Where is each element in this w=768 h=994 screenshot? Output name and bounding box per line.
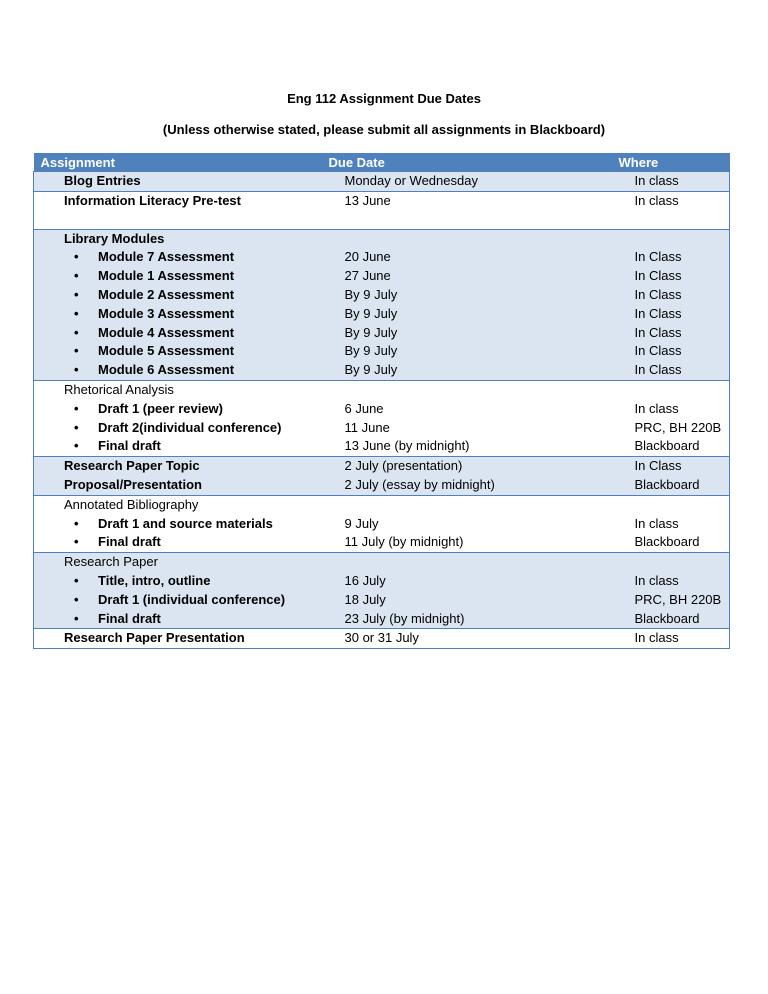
where-cell: In Class <box>614 457 730 476</box>
assignment-cell: Module 4 Assessment <box>98 324 235 340</box>
table-row <box>34 380 730 399</box>
assignment-cell: Module 7 Assessment <box>98 249 235 265</box>
table-row <box>34 400 730 419</box>
due-date-cell: 16 July <box>324 572 614 591</box>
row-group-annotated <box>34 495 730 552</box>
where-cell: In Class <box>614 305 730 324</box>
assignment-cell: Title, intro, outline <box>98 572 211 588</box>
bullet: • <box>74 400 79 416</box>
due-date-cell: By 9 July <box>324 342 614 361</box>
table-row <box>34 229 730 248</box>
row-group-presentation <box>34 629 730 649</box>
bullet: • <box>74 324 79 340</box>
due-date-cell: 18 July <box>324 591 614 610</box>
due-date-cell: By 9 July <box>324 361 614 380</box>
assignment-cell: Research Paper Topic <box>34 457 324 476</box>
due-date-cell: By 9 July <box>324 305 614 324</box>
assignment-cell: Information Literacy Pre-test <box>64 192 241 208</box>
where-cell: In Class <box>614 342 730 361</box>
where-cell: In Class <box>614 248 730 267</box>
row-group-library <box>34 229 730 380</box>
where-cell: In Class <box>614 361 730 380</box>
assignment-cell: Proposal/Presentation <box>34 476 324 495</box>
bullet: • <box>74 343 79 359</box>
spacer-row <box>34 211 730 230</box>
due-date-cell: 2 July (presentation) <box>324 457 614 476</box>
table-row <box>34 342 730 361</box>
row-group-paper <box>34 553 730 629</box>
assignment-cell: Library Modules <box>34 229 324 248</box>
table-row <box>34 629 730 649</box>
due-date-cell: 23 July (by midnight) <box>324 610 614 629</box>
bullet: • <box>74 419 79 435</box>
where-cell: Blackboard <box>634 438 700 454</box>
assignment-cell: Rhetorical Analysis <box>64 381 174 397</box>
table-row <box>34 437 730 456</box>
header-assignment: Assignment <box>34 153 324 172</box>
assignment-cell: Draft 1 (individual conference) <box>98 591 286 607</box>
where-cell: Blackboard <box>614 476 730 495</box>
assignment-cell: Module 1 Assessment <box>98 268 235 284</box>
table-row <box>34 553 730 572</box>
where-cell: In class <box>614 572 730 591</box>
bullet: • <box>74 534 79 550</box>
bullet: • <box>74 591 79 607</box>
due-date-cell: 11 July (by midnight) <box>344 534 464 550</box>
table-row <box>34 476 730 495</box>
due-date-cell: 30 or 31 July <box>344 630 419 646</box>
assignment-cell: Final draft <box>98 438 161 454</box>
where-cell: Blackboard <box>634 534 700 550</box>
where-cell: In Class <box>614 324 730 343</box>
assignment-cell: Module 2 Assessment <box>98 286 235 302</box>
bullet: • <box>74 305 79 321</box>
assignment-cell: Final draft <box>98 534 161 550</box>
bullet: • <box>74 572 79 588</box>
due-date-cell: Monday or Wednesday <box>324 172 614 192</box>
bullet: • <box>74 362 79 378</box>
due-date-cell: By 9 July <box>324 286 614 305</box>
table-row <box>34 533 730 552</box>
due-date-cell: 11 June <box>344 419 390 435</box>
due-dates-table <box>33 153 730 649</box>
bullet: • <box>74 249 79 265</box>
due-date-cell: 2 July (essay by midnight) <box>324 476 614 495</box>
where-cell: PRC, BH 220B <box>634 419 722 435</box>
assignment-cell: Draft 1 and source materials <box>98 515 273 531</box>
row-group-rhetorical <box>34 380 730 456</box>
table-row <box>34 267 730 286</box>
assignment-cell: Draft 1 (peer review) <box>98 400 223 416</box>
assignment-cell: Draft 2(individual conference) <box>98 419 282 435</box>
header-where: Where <box>614 153 730 172</box>
due-date-cell: 13 June <box>344 192 391 208</box>
assignment-cell: Module 5 Assessment <box>98 343 235 359</box>
bullet: • <box>74 515 79 531</box>
row-group-blog <box>34 172 730 192</box>
row-group-topic <box>34 457 730 496</box>
document-subtitle: (Unless otherwise stated, please submit all assignments in Blackboard) <box>162 122 606 137</box>
row-group-pretest <box>34 191 730 229</box>
where-cell: In class <box>634 192 679 208</box>
where-cell: In Class <box>614 286 730 305</box>
table-row <box>34 515 730 534</box>
due-date-cell: By 9 July <box>324 324 614 343</box>
where-cell: In class <box>634 630 679 646</box>
due-date-cell: 20 June <box>324 248 614 267</box>
table-row <box>34 172 730 192</box>
where-cell: Blackboard <box>614 610 730 629</box>
assignment-cell: Research Paper Presentation <box>64 630 245 646</box>
table-row <box>34 610 730 629</box>
table-row <box>34 591 730 610</box>
due-date-cell: 6 June <box>344 400 384 416</box>
bullet: • <box>74 286 79 302</box>
assignment-cell: Research Paper <box>34 553 324 572</box>
table-row <box>34 305 730 324</box>
table-row <box>34 286 730 305</box>
due-date-cell: 27 June <box>324 267 614 286</box>
where-cell: In Class <box>614 267 730 286</box>
assignment-cell: Module 6 Assessment <box>98 362 235 378</box>
table-row <box>34 361 730 380</box>
header-due-date: Due Date <box>324 153 614 172</box>
table-row <box>34 572 730 591</box>
assignment-cell: Module 3 Assessment <box>98 305 235 321</box>
document-title: Eng 112 Assignment Due Dates <box>287 91 481 106</box>
header-row <box>34 153 730 172</box>
table-row <box>34 248 730 267</box>
where-cell: In class <box>614 172 730 192</box>
bullet: • <box>74 268 79 284</box>
assignment-cell: Blog Entries <box>34 172 324 192</box>
bullet: • <box>74 438 79 454</box>
table-row <box>34 324 730 343</box>
assignment-cell: Annotated Bibliography <box>64 496 199 512</box>
table-row <box>34 419 730 438</box>
where-cell: PRC, BH 220B <box>614 591 730 610</box>
table-row <box>34 457 730 476</box>
where-cell: In class <box>634 515 679 531</box>
where-cell: In class <box>634 400 679 416</box>
table-row <box>34 495 730 514</box>
bullet: • <box>74 610 79 626</box>
assignment-cell: Final draft <box>98 610 161 626</box>
table-row <box>34 191 730 210</box>
due-date-cell: 13 June (by midnight) <box>344 438 470 454</box>
due-date-cell: 9 July <box>344 515 379 531</box>
